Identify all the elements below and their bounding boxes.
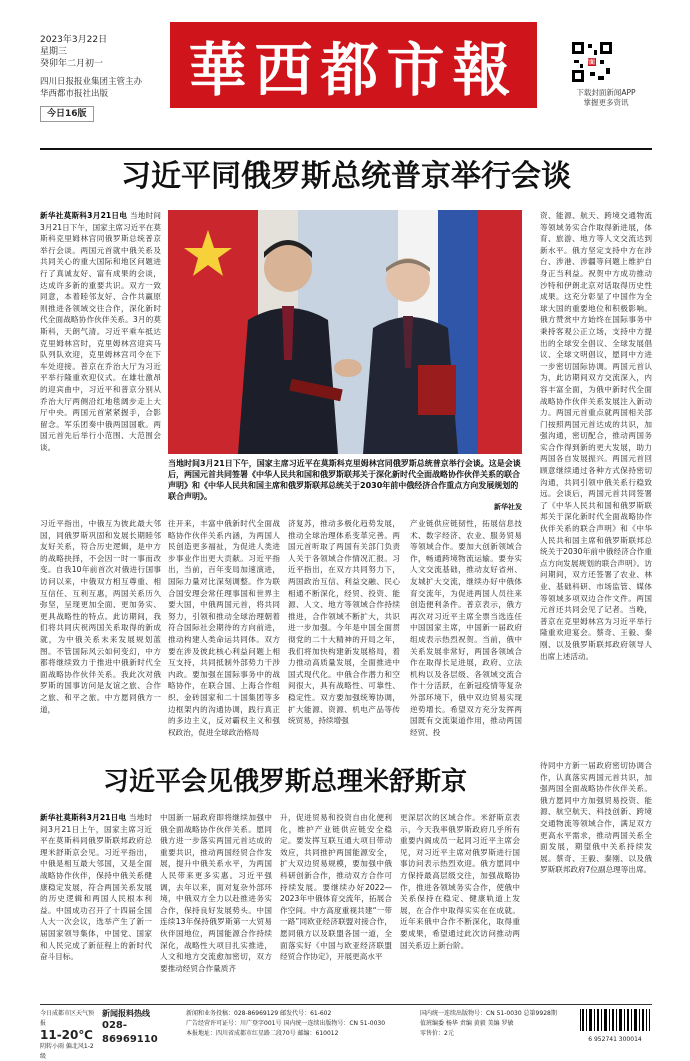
- story1-photo-caption: 当地时间3月21日下午，国家主席习近平在莫斯科克里姆林宫同俄罗斯总统普京举行会谈。这是会谈后，两国元首共同签署《中华人民共和国和俄罗斯联邦关于深化新时代全面战略协作伙伴关系的联合声明》和《中华人民共和国主席和俄罗斯联邦总统关于2030年前中俄经济合作重点方向发展规划的联合声明》。 新华社发: [168, 459, 522, 511]
- app-download-label: 下载封面新闻APP 掌握更多资讯: [576, 88, 636, 107]
- story2-column-1: 新华社莫斯科3月21日电 当地时间3月21日上午，国家主席习近平在莫斯科同俄罗斯联邦政府总理米舒斯京会见。习近平指出，中俄是相互最大邻国，又是全面战略协作伙伴，保持中俄关系健康稳定发展，符合两国关系发展的历史逻辑和两国人民根本利益。中国成功召开了十四届全国人大一次会议，选举产生了新一届国家领导集体，中国党、国家和人民完成了新征程上的新时代奋斗目标。: [40, 813, 152, 962]
- footer-info: 新闻和业务投稿：028-86969129 邮发代号：61-602 广告经营许可证号：川广登字001号 国内统一连续出版物号：CN 51-0030 本报地址：四川省成都市红星路二段70号 邮编：610012: [186, 1010, 386, 1037]
- issue-lunar-date: 癸卯年二月初一: [40, 59, 104, 69]
- price: 零售价：2元: [420, 1030, 454, 1037]
- masthead-info: [40, 34, 170, 122]
- qr-brand-label: 封面: [583, 59, 596, 66]
- hotline-label: 新闻报料热线: [102, 1009, 150, 1018]
- story2-headline: 习近平会见俄罗斯总理米舒斯京: [102, 767, 467, 797]
- footer-info-2: 国内统一连续出版物号：CN 51-0030 总第9928期 值班编委 杨华 责编 黄毅 美编 罗敏 零售价：2元: [420, 1009, 570, 1039]
- weather-temp: 11-20℃: [40, 1028, 93, 1042]
- page-count-badge: 今日16版: [40, 106, 94, 122]
- story1-column-3: 济复苏，推动多极化趋势发展，推动全球治理体系变革完善。两国元首听取了两国有关部门负责人关于各领域合作情况汇报。习近平指出，在双方共同努力下，两国政治互信、利益交融、民心相通不断深化，经贸、投资、能源、人文、地方等领域合作持续推进，合作领域不断扩大，共识进一步加强。今年是中国全面贯彻党的二十大精神的开局之年，我们将加快构建新发展格局，着力推动高质量发展，全面推进中国式现代化。中俄合作潜力和空间很大，具有战略性、可靠性、稳定性。双方要加强统筹协调，扩大能源、资源、机电产品等传统贸易，持续增强: [288, 519, 400, 726]
- weather-box: [40, 1009, 96, 1061]
- weather-desc: 阴转小雨 偏北风1-2级: [40, 1043, 94, 1060]
- publisher-line-2: 华西都市报社出版: [40, 89, 109, 99]
- hotline-box: [102, 1009, 182, 1047]
- story2-dateline: 新华社莫斯科3月21日电: [40, 813, 127, 822]
- story2-column-2: 中国新一届政府即将继续加强中俄全面战略协作伙伴关系。愿同俄方进一步落实两国元首达成的重要共识，推动两国经贸合作发展，提升中俄关系水平，为两国人民带来更多实惠。习近平强调，去年以来，面对复杂外部环境，中俄双方全力以赴推进务实合作，保持良好发展势头。中国连续13年保持俄罗斯第一大贸易伙伴国地位，两国能源合作持续深化，战略性大项目扎实推进，人文和地方交流愈加密切，双方要推动经贸合作量质齐: [160, 813, 272, 973]
- story1-column-5: 资、能源、航天、跨境交通物流等领域务实合作取得新进展，体育、旅游、地方等人文交流达到新水平。俄方坚定支持中方在涉台、涉港、涉疆等问题上维护自身正当利益。祝贺中方成功推动沙特和伊朗北京对话取得历史性成果。这充分彰显了中国作为全球大国的重要地位和积极影响。俄方赞赏中方始终在国际事务中秉持客观公正立场，支持中方提出的全球安全倡议、全球发展倡议、全球文明倡议，愿同中方进一步密切国际协调。两国元首认为，此访期间双方交流深入，内容丰富全面，为俄中新时代全面战略协作伙伴关系发展注入新动力。两国元首重点就两国相关部门按照两国元首达成的共识，加强沟通，密切配合，推动两国务实合作得到新的更大发展，助力两国各自发展振兴。两国元首回顾意继续通过各种方式保持密切沟通，共同引领中俄关系行稳致远。会谈后，两国元首共同签署了《中华人民共和国和俄罗斯联邦关于深化新时代全面战略协作伙伴关系的联合声明》和《中华人民共和国主席和俄罗斯联邦总统关于2030年前中俄经济合作重点方向发展规划的联合声明》。访问期间，双方还签署了农业、林业、基础科研、市场监管、媒体等领域多项双边合作文件。两国元首还共同会见了记者。当晚，普京在克里姆林宫为习近平举行隆重欢迎宴会。蔡奇、王毅、秦刚、以及俄罗斯联邦政府领导人出席上述活动。: [540, 211, 652, 661]
- page-footer: [40, 1004, 652, 1060]
- barcode-icon: [578, 1009, 652, 1044]
- story2-column-3: 升，促进贸易和投资自由化便利化，维护产业链供应链安全稳定。要发挥互联互通大项目带动效应，共同推护两国能源安全，扩大双边贸易规模，要加强中俄科研创新合作，推动双方合作可持续发展。要继续办好2022—2023年中俄体育交流年，拓展合作空间。中方高度重视共建“一带一路”同欧亚经济联盟对接合作，愿同俄方以及联盟各国一道，全面落实好《中国与欧亚经济联盟经贸合作协定》，开展更高水平: [280, 813, 392, 962]
- publisher-line: 四川日报报业集团主管主办: [40, 77, 143, 87]
- story2-column-4: 更深层次的区域合作。米舒斯京表示，今天我率俄罗斯政府几乎所有重要内阁成员一起同习近平主席会见，对习近平主席对俄罗斯进行国事访问表示热烈欢迎。俄方愿同中方保持最高层级交往，加强战略协作，推进各领域务实合作，使俄中关系保持在稳定、健康轨道上发展，在合作中取得实实在在成就。近年来俄中合作不断深化，取得重要成果，希望通过此次访问推动两国关系迈上新台阶。: [400, 813, 520, 950]
- photo-credit: 新华社发: [494, 503, 522, 511]
- story1-photo: [168, 210, 522, 454]
- hotline-number: 028-86969110: [102, 1019, 158, 1045]
- barcode-number: 6 952741 300014: [588, 1035, 642, 1043]
- story1-dateline: 新华社莫斯科3月21日电: [40, 211, 128, 220]
- weather-label: 今日成都市区天气预报: [40, 1010, 95, 1027]
- issue-date: 2023年3月22日: [40, 35, 108, 45]
- issue-weekday: 星期三: [40, 47, 68, 57]
- story1-column-1b: 习近平指出，中俄互为彼此最大邻国，同俄罗斯巩固和发展长期睦邻友好关系，符合历史逻辑，是中方的战略抉择，不会因一时一事而改变。自我10年前首次对俄进行国事访问以来，中俄双方相互尊重、相互信任、互利互惠，两国关系历久弥坚，呈现更加全面、更加务实、更具战略性的特点。此访期间，我们将共同庆祝两国关系取得的新成就，为中俄关系未来发展规划蓝图。不管国际风云如何变幻，中方都将继续致力于推进中俄新时代全面战略协作伙伴关系。我此次对俄罗斯的国事访问是友谊之旅、合作之旅、和平之旅。中方愿同俄方一道，: [40, 519, 161, 714]
- story1-column-1: 新华社莫斯科3月21日电 当地时间3月21日下午，国家主席习近平在莫斯科克里姆林宫同俄罗斯总统普京举行会谈。两国元首就中俄关系及共同关心的重大国际和地区问题进行了真诚友好、富有成果的会谈，达成许多新的重要共识。双方一致同意，本着睦邻友好、合作共赢原则推进各领域交往合作，深化新时代全面战略协作伙伴关系。3月的莫斯科，天朗气清。习近平乘车抵达克里姆林宫时，克里姆林宫迎宾马队列队欢迎，克里姆林宫司令在下车处迎接。普京在乔治大厅为习近平举行隆重欢迎仪式。在雄壮激昂的迎宾曲中，习近平和普京分别从乔治大厅两侧沿红地毯阔步走上大厅中央。两国元首紧紧握手，合影留念。军乐团奏中俄两国国歌。两国元首先后举行小范围、大范围会谈。: [40, 211, 162, 452]
- masthead-divider: [40, 148, 652, 150]
- story2-column-5: 待同中方新一届政府密切协调合作，认真落实两国元首共识，加强两国全面战略协作伙伴关系。俄方愿同中方加强贸易投资、能源、航空航天、科技创新、跨境交通物流等领域合作，满足双方更高水平需求，推动两国关系全面发展，期望俄中关系持续发展。蔡奇、王毅、秦刚、以及俄罗斯联邦政府7位副总理等出席。: [540, 761, 652, 875]
- story1-headline: 习近平同俄罗斯总统普京举行会谈: [121, 159, 571, 194]
- newspaper-title: 華西都市報: [170, 22, 537, 108]
- story1-column-4: 产业链供应链韧性，拓展信息技术、数字经济、农业、服务贸易等领域合作。要加大创新领域合作，畅通跨境物流运输。要夯实人文交流基础，推动友好省州、友城扩大交流，继续办好中俄体育交流年，为促进两国人员往来创造便利条件。普京表示，俄方再次对习近平主席全票当选连任中国国家主席，中国新一届政府组成表示热烈祝贺。当前，俄中关系发展非常好，两国各领域合作在取得长足进展，政府、立法机构以及各层级、各领域交流合作十分活跃，在新冠疫情等复杂外部环境下，俄中双边贸易实现逆势增长。希望双方充分发挥两国既有交流渠道作用，推动两国经贸、投: [410, 519, 522, 737]
- story1-column-2: 往开来，丰富中俄新时代全面战略协作伙伴关系内涵，为两国人民创造更多福祉，为促进人类进步事业作出更大贡献。习近平指出，当前，百年变局加速演进，国际力量对比深刻调整。作为联合国安理会常任理事国和世界主要大国，中俄两国元首，将共同努力，引领和推动全球治理朝着符合国际社会期待的方向前进，推动构建人类命运共同体。双方要在涉及彼此核心利益问题上相互支持，共同抵制外部势力干涉内政。要加强在国际事务中的战略协作，在联合国、上海合作组织、金砖国家和二十国集团等多边框架内的沟通协调，践行真正的多边主义，反对霸权主义和强权政治，促进全球政治格局: [168, 519, 280, 737]
